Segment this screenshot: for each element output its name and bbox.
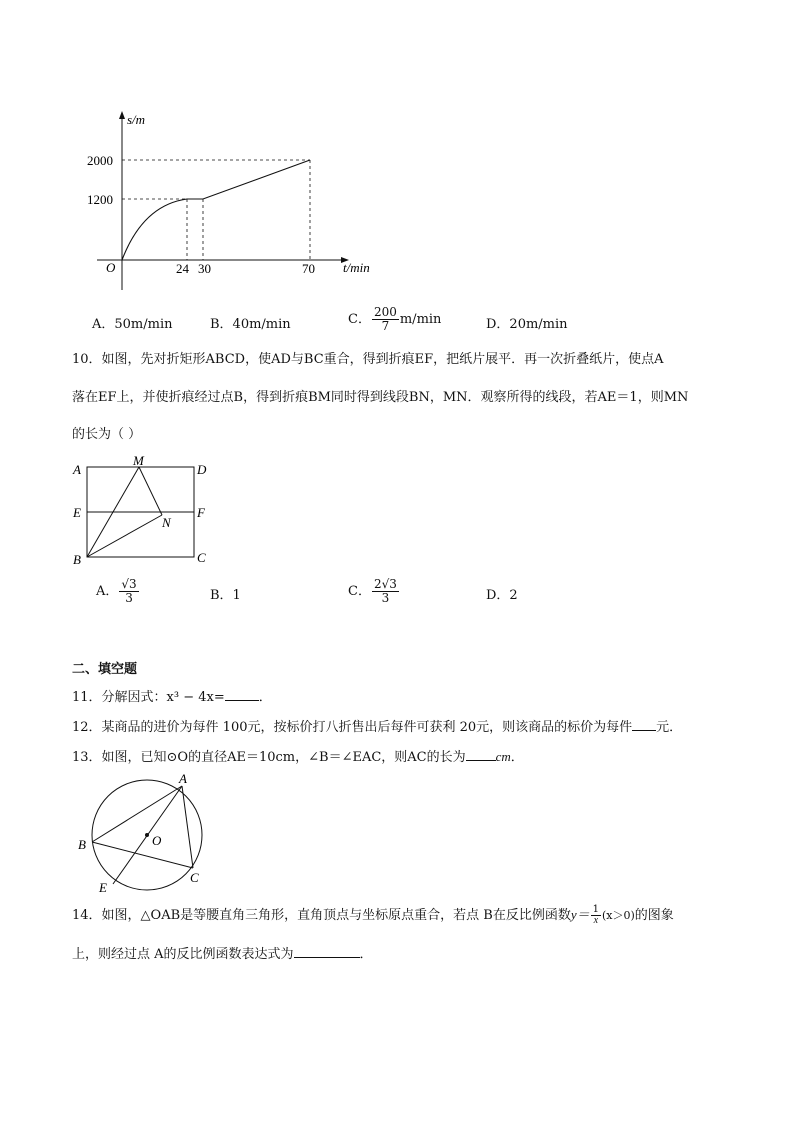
q12-answer-blank[interactable] xyxy=(632,718,656,731)
segment-bn xyxy=(87,515,162,557)
label-f: F xyxy=(197,505,205,520)
q14-line2 xyxy=(72,945,373,964)
q10-line2: 落在EF上，并使折痕经过点B，得到折痕BM同时得到线段BN，MN．观察所得的线段，若AE＝1，则MN xyxy=(72,390,689,405)
label-circle-a: A xyxy=(179,771,187,786)
y-tick-1200: 1200 xyxy=(87,192,113,207)
q9-c-denominator: 7 xyxy=(381,319,390,333)
q11-answer-blank[interactable] xyxy=(225,688,259,701)
q10-option-a-prefix: A． xyxy=(96,584,119,599)
q9-option-a: A．50m/min xyxy=(92,317,173,332)
x-tick-70: 70 xyxy=(302,261,315,276)
q10-option-c-fraction xyxy=(372,578,399,605)
label-circle-o: O xyxy=(152,833,162,848)
q10-option-c xyxy=(348,578,400,605)
q14-func-fraction xyxy=(591,905,601,926)
distance-curve xyxy=(122,160,310,260)
q13-end: ． xyxy=(510,750,524,765)
y-tick-2000: 2000 xyxy=(87,153,113,168)
q14-line1-a: 14．如图，△OAB是等腰直角三角形，直角顶点与坐标原点重合，若点 B在反比例函数 xyxy=(72,908,571,923)
q11-text: 11．分解因式：x³ − 4x= xyxy=(72,690,225,705)
label-n: N xyxy=(162,515,171,530)
q10-a-denominator: 3 xyxy=(125,591,133,605)
q9-option-b: B．40m/min xyxy=(210,317,291,332)
q13-answer-blank[interactable] xyxy=(466,748,496,761)
q14-func-condition: (x＞0) xyxy=(601,909,635,922)
q10-option-a-fraction xyxy=(119,578,138,605)
q14-func-denominator: x xyxy=(593,915,599,926)
segment-mn xyxy=(139,467,162,515)
q11-end: ． xyxy=(258,690,272,705)
y-axis-label: s/m xyxy=(127,112,146,127)
q10-a-numerator: √3 xyxy=(121,577,137,591)
q9-option-c-prefix: C． xyxy=(348,312,371,327)
q9-c-numerator: 200 xyxy=(373,305,397,319)
segment-ba xyxy=(92,786,182,842)
q10-option-a xyxy=(96,578,140,605)
q10-c-denominator: 3 xyxy=(381,591,390,605)
q10-c-numerator: 2√3 xyxy=(373,577,397,591)
q9-option-c-unit: m/min xyxy=(399,312,442,327)
section-2-title: 二、填空题 xyxy=(72,662,138,677)
x-tick-24: 24 xyxy=(176,261,189,276)
q14-line1-b: 的图象 xyxy=(634,908,674,923)
label-c: C xyxy=(197,550,206,565)
label-m: M xyxy=(133,455,144,468)
q12 xyxy=(72,718,682,737)
y-axis-arrow xyxy=(119,111,125,119)
distance-time-graph xyxy=(85,105,385,300)
label-d: D xyxy=(197,462,207,477)
q10-line1: 10．如图，先对折矩形ABCD，使AD与BC重合，得到折痕EF，把纸片展平．再一次折叠纸片，使点A xyxy=(72,352,664,367)
x-axis-label: t/min xyxy=(343,260,370,275)
segment-bc xyxy=(92,842,193,868)
q9-option-c xyxy=(348,306,441,333)
q12-text: 12．某商品的进价为每件 100元，按标价打八折售出后每件可获利 20元，则该商品的标价为每件 xyxy=(72,720,633,735)
label-circle-c: C xyxy=(190,870,199,885)
q14-answer-blank[interactable] xyxy=(294,945,360,958)
q10-option-b: B．1 xyxy=(210,588,241,603)
circle-figure xyxy=(72,770,217,895)
label-b: B xyxy=(73,552,81,567)
q11 xyxy=(72,688,272,707)
label-circle-e: E xyxy=(99,880,107,895)
center-dot xyxy=(145,833,149,837)
label-e: E xyxy=(73,505,81,520)
q9-option-c-fraction xyxy=(372,306,399,333)
q14-func-y: y＝ xyxy=(570,907,590,922)
q12-end: 元． xyxy=(656,720,683,735)
q13 xyxy=(72,748,524,767)
q13-text: 13．如图，已知⊙O的直径AE＝10cm，∠B＝∠EAC，则AC的长为 xyxy=(72,750,466,765)
q13-unit: cm xyxy=(495,749,511,764)
q14-func-numerator: 1 xyxy=(592,904,599,915)
q14-line2-end: ． xyxy=(359,947,373,962)
rectangle-fold-figure xyxy=(70,455,215,570)
q10-option-c-prefix: C． xyxy=(348,584,371,599)
q14-line2-text: 上，则经过点 A的反比例函数表达式为 xyxy=(72,947,294,962)
q14-line1 xyxy=(72,905,674,926)
label-a: A xyxy=(73,462,81,477)
x-tick-30: 30 xyxy=(198,261,211,276)
q10-line3: 的长为（ ） xyxy=(72,427,142,442)
q10-option-d: D．2 xyxy=(486,588,518,603)
q9-option-d: D．20m/min xyxy=(486,317,568,332)
label-circle-b: B xyxy=(78,837,86,852)
origin-label: O xyxy=(106,260,116,275)
